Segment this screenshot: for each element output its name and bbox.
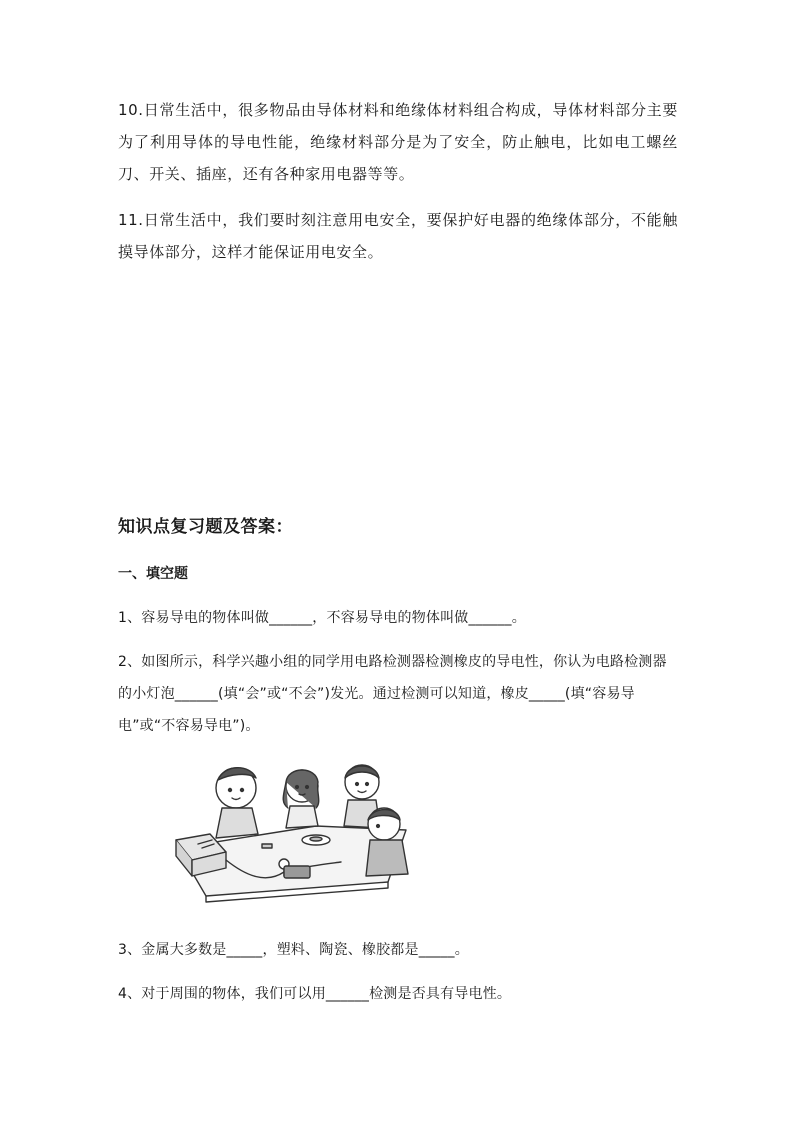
question-4: 4、对于周围的物体，我们可以用______检测是否具有导电性。	[118, 986, 512, 1002]
section-fill-in-blank: 一、填空题	[118, 566, 188, 582]
review-title: 知识点复习题及答案：	[118, 517, 293, 537]
question-1: 1、容易导电的物体叫做______，不容易导电的物体叫做______。	[118, 610, 526, 626]
question-2: 2、如图所示，科学兴趣小组的同学用电路检测器检测橡皮的导电性，你认为电路检测器的小灯泡______(填“会”或“不会”)发光。通过检测可以知道，橡皮_____(填“容易导电”或“不容易导电”)。	[118, 654, 667, 734]
question-3: 3、金属大多数是_____，塑料、陶瓷、橡胶都是_____。	[118, 942, 469, 958]
circuit-test-illustration	[166, 756, 416, 906]
note-paragraph-11: 11.日常生活中，我们要时刻注意用电安全，要保护好电器的绝缘体部分，不能触摸导体部分，这样才能保证用电安全。	[118, 211, 678, 261]
note-paragraph-10: 10.日常生活中，很多物品由导体材料和绝缘体材料组合构成，导体材料部分主要为了利用导体的导电性能，绝缘材料部分是为了安全，防止触电，比如电工螺丝刀、开关、插座，还有各种家用电器等等。	[118, 101, 678, 183]
